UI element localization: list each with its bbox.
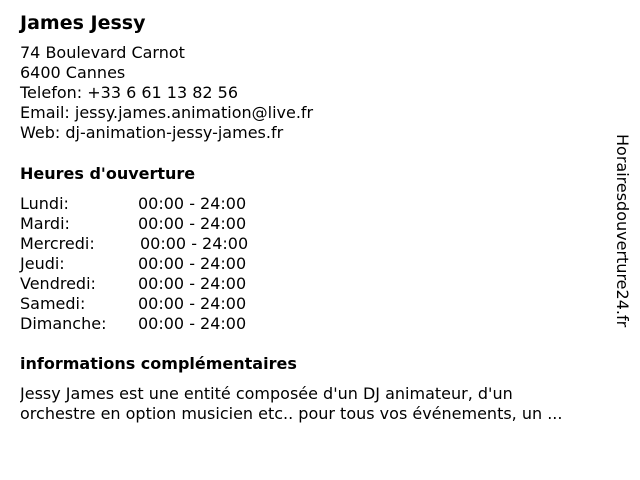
hours-row-lundi (20, 194, 280, 214)
hours-day: Lundi: (20, 194, 69, 213)
email-line: Email: jessy.james.animation@live.fr (20, 103, 314, 122)
business-name: James Jessy (20, 12, 146, 34)
hours-day: Vendredi: (20, 274, 96, 293)
info-line-1: Jessy James est une entité composée d'un DJ animateur, d'un (20, 384, 513, 403)
hours-time: 00:00 - 24:00 (140, 234, 249, 253)
hours-time: 00:00 - 24:00 (138, 314, 247, 333)
hours-time: 00:00 - 24:00 (138, 294, 247, 313)
info-title: informations complémentaires (20, 354, 297, 373)
hours-row-samedi (20, 294, 280, 314)
hours-time: 00:00 - 24:00 (138, 274, 247, 293)
info-line-2: orchestre en option musicien etc.. pour tous vos événements, un ... (20, 404, 563, 423)
hours-day: Mercredi: (20, 234, 95, 253)
hours-row-mercredi (20, 234, 280, 254)
hours-time: 00:00 - 24:00 (138, 194, 247, 213)
address-street: 74 Boulevard Carnot (20, 43, 185, 62)
info-description (20, 384, 616, 424)
phone-line: Telefon: +33 6 61 13 82 56 (20, 83, 239, 102)
hours-time: 00:00 - 24:00 (138, 214, 247, 233)
site-watermark: Horairesdouverture24.fr (613, 134, 632, 328)
hours-table (20, 194, 280, 334)
hours-day: Samedi: (20, 294, 86, 313)
hours-title: Heures d'ouverture (20, 164, 196, 183)
address-city: 6400 Cannes (20, 63, 126, 82)
hours-time: 00:00 - 24:00 (138, 254, 247, 273)
hours-day: Jeudi: (20, 254, 65, 273)
hours-row-dimanche (20, 314, 280, 334)
hours-day: Mardi: (20, 214, 70, 233)
hours-row-vendredi (20, 274, 280, 294)
hours-row-mardi (20, 214, 280, 234)
web-line: Web: dj-animation-jessy-james.fr (20, 123, 284, 142)
hours-row-jeudi (20, 254, 280, 274)
contact-block (20, 43, 313, 143)
hours-day: Dimanche: (20, 314, 107, 333)
